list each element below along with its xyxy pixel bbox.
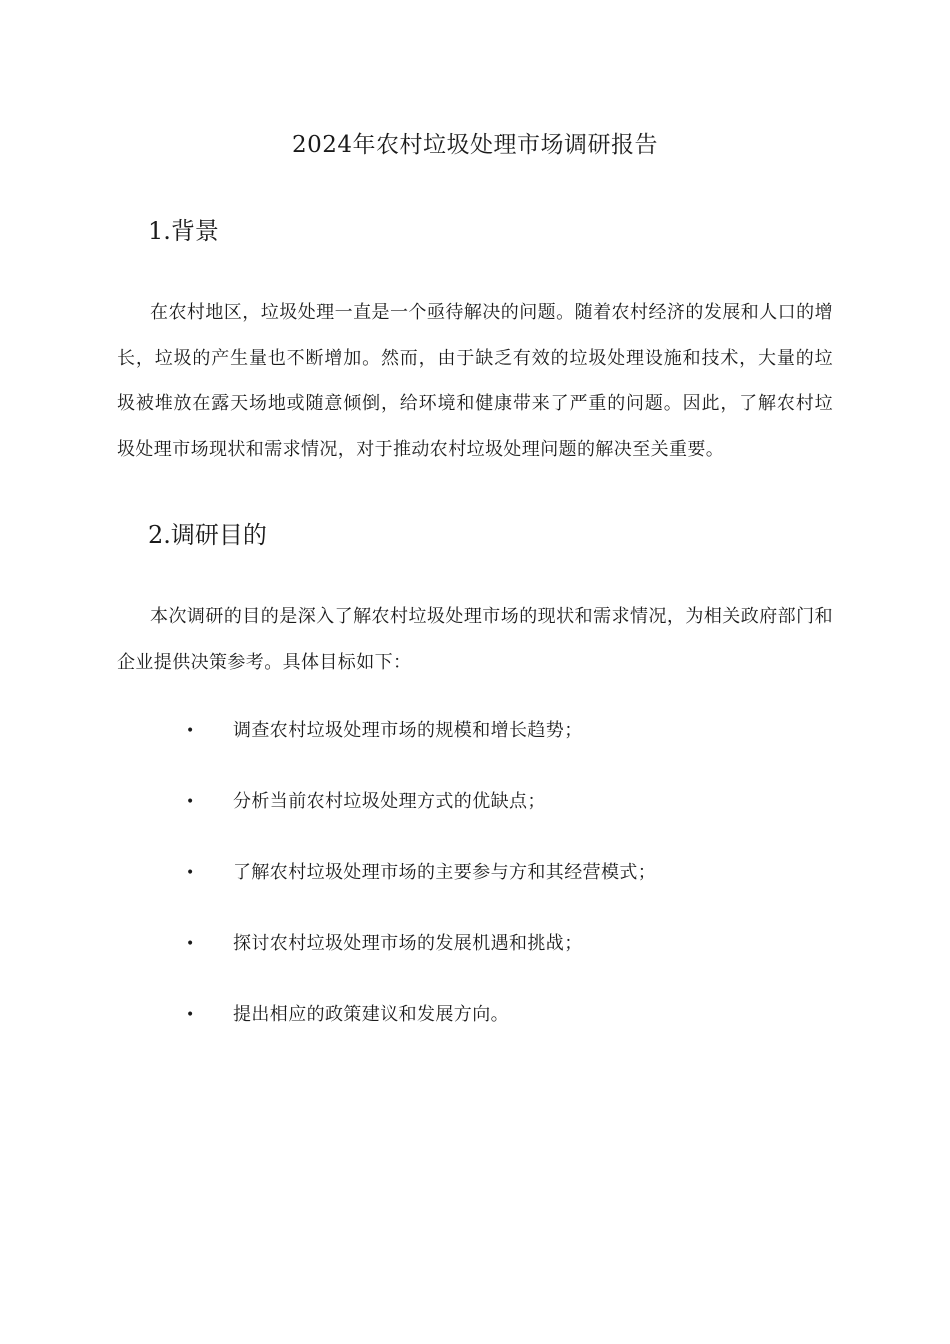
- list-item: [0, 929, 950, 1000]
- list-item-text: 调查农村垃圾处理市场的规模和增长趋势；: [233, 720, 583, 741]
- section-heading-purpose: 2.调研目的: [148, 521, 267, 549]
- list-item-text: 提出相应的政策建议和发展方向。: [233, 1004, 509, 1025]
- list-item-text: 分析当前农村垃圾处理方式的优缺点；: [233, 791, 546, 812]
- bullet-icon: •: [186, 723, 195, 739]
- list-item: [0, 787, 950, 858]
- list-item: [0, 858, 950, 929]
- list-item: [0, 716, 950, 787]
- list-item-text: 探讨农村垃圾处理市场的发展机遇和挑战；: [233, 933, 583, 954]
- document-title: 2024年农村垃圾处理市场调研报告: [291, 132, 659, 158]
- bullet-icon: •: [186, 865, 195, 881]
- background-paragraph: 在农村地区，垃圾处理一直是一个亟待解决的问题。随着农村经济的发展和人口的增长，垃圾的产生量也不断增加。然而，由于缺乏有效的垃圾处理设施和技术，大量的垃圾被堆放在露天场地或随意倾倒，给环境和健康带来了严重的问题。因此，了解农村垃圾处理市场现状和需求情况，对于推动农村垃圾处理问题的解决至关重要。: [117, 302, 833, 460]
- list-item: [0, 1000, 950, 1071]
- objectives-list: [0, 716, 950, 1071]
- bullet-icon: •: [186, 1007, 195, 1023]
- purpose-paragraph: 本次调研的目的是深入了解农村垃圾处理市场的现状和需求情况，为相关政府部门和企业提供决策参考。具体目标如下：: [117, 606, 833, 673]
- bullet-icon: •: [186, 936, 195, 952]
- list-item-text: 了解农村垃圾处理市场的主要参与方和其经营模式；: [233, 862, 657, 883]
- bullet-icon: •: [186, 794, 195, 810]
- section-heading-background: 1.背景: [148, 217, 219, 245]
